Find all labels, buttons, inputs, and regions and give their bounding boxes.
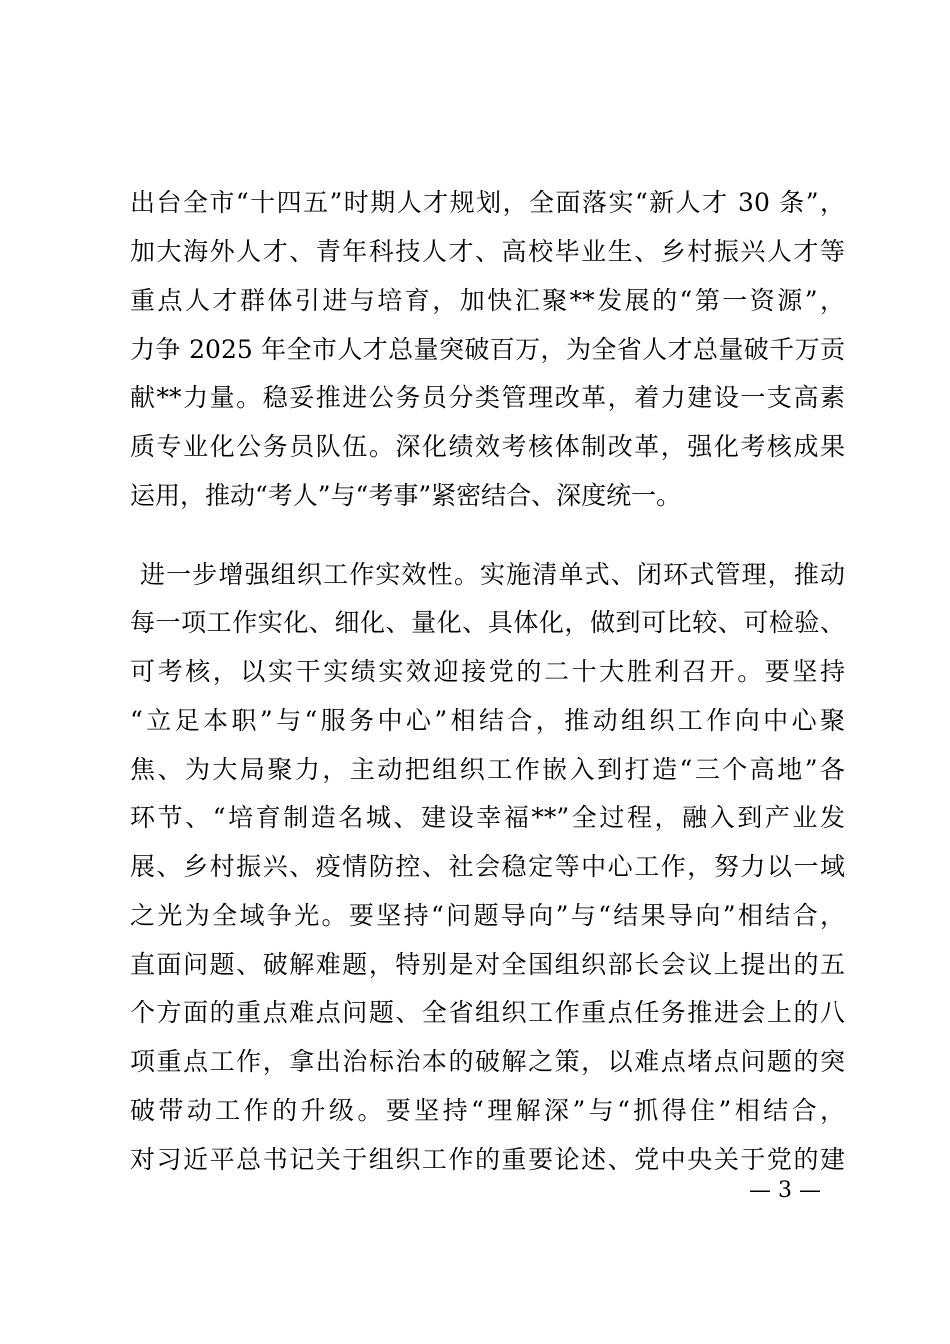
text-line: 加大海外人才、青年科技人才、高校毕业生、乡村振兴人才等 <box>130 237 845 266</box>
text-line: 运用，推动“考人”与“考事”紧密结合、深度统一。 <box>130 481 682 510</box>
text-line: 环节、“培育制造名城、建设幸福**”全过程，融入到产业发 <box>130 803 845 832</box>
text-line: 展、乡村振兴、疫情防控、社会稳定等中心工作，努力以一域 <box>130 852 845 881</box>
text-line: 质专业化公务员队伍。深化绩效考核体制改革，强化考核成果 <box>130 432 845 461</box>
text-line: 进一步增强组织工作实效性。实施清单式、闭环式管理，推动 <box>140 560 845 589</box>
text-line: 重点人才群体引进与培育，加快汇聚**发展的“第一资源”， <box>130 286 845 315</box>
text-line: 直面问题、破解难题，特别是对全国组织部长会议上提出的五 <box>130 950 845 979</box>
text-line: 破带动工作的升级。要坚持“理解深”与“抓得住”相结合， <box>130 1096 845 1125</box>
text-line: 焦、为大局聚力，主动把组织工作嵌入到打造“三个高地”各 <box>130 755 845 784</box>
text-line: 力争 2025 年全市人才总量突破百万，为全省人才总量破千万贡 <box>130 335 845 364</box>
text-line: 项重点工作，拿出治标治本的破解之策，以难点堵点问题的突 <box>130 1047 845 1076</box>
text-line: 对习近平总书记关于组织工作的重要论述、党中央关于党的建 <box>130 1145 845 1174</box>
page-number: — 3 — <box>749 1178 821 1203</box>
text-line: 献**力量。稳妥推进公务员分类管理改革，着力建设一支高素 <box>130 383 845 412</box>
text-line: 每一项工作实化、细化、量化、具体化，做到可比较、可检验、 <box>130 608 845 637</box>
text-line: 出台全市“十四五”时期人才规划，全面落实“新人才 30 条”， <box>130 188 845 217</box>
text-line: “立足本职”与“服务中心”相结合，推动组织工作向中心聚 <box>130 706 845 735</box>
text-line: 个方面的重点难点问题、全省组织工作重点任务推进会上的八 <box>130 998 845 1027</box>
text-line: 可考核，以实干实绩实效迎接党的二十大胜利召开。要坚持 <box>130 657 845 686</box>
text-line: 之光为全域争光。要坚持“问题导向”与“结果导向”相结合， <box>130 901 845 930</box>
